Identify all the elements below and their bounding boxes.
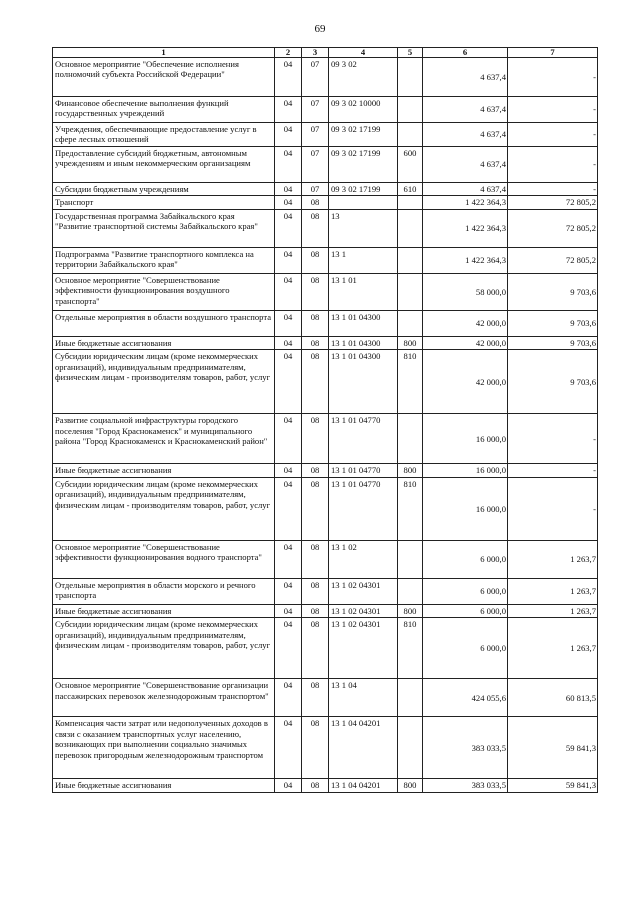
row-expense-type-cell [398, 58, 423, 97]
table-row [53, 717, 598, 779]
row-target-code-cell: 13 1 01 [329, 273, 398, 310]
row-target-code-cell: 13 1 01 04770 [329, 414, 398, 464]
budget-table [52, 47, 598, 793]
row-subsection-cell: 08 [302, 247, 329, 273]
row-amount-cell: 42 000,0 [423, 350, 508, 414]
header-col-6: 6 [423, 48, 508, 58]
row-subsection-cell: 07 [302, 58, 329, 97]
row-amount-cell: 16 000,0 [423, 414, 508, 464]
row-target-code-cell: 13 1 02 04301 [329, 578, 398, 604]
row-target-code-cell: 13 [329, 209, 398, 247]
row-name-cell: Иные бюджетные ассигнования [53, 604, 275, 617]
row-target-code-cell: 09 3 02 17199 [329, 183, 398, 196]
row-name-cell: Основное мероприятие "Совершенствование организации пассажирских перевозок железнодорожным транспортом" [53, 679, 275, 717]
row-expense-type-cell [398, 209, 423, 247]
row-amount-cell: 6 000,0 [423, 618, 508, 679]
row-target-code-cell: 13 1 04 04201 [329, 779, 398, 792]
row-target-code-cell: 13 1 01 04300 [329, 336, 398, 349]
table-row [53, 336, 598, 349]
row-expense-type-cell: 810 [398, 477, 423, 540]
row-subsection-cell: 08 [302, 196, 329, 209]
row-target-code-cell: 09 3 02 [329, 58, 398, 97]
row-amount-2-cell: 9 703,6 [508, 273, 598, 310]
row-expense-type-cell [398, 540, 423, 578]
row-amount-cell: 4 637,4 [423, 123, 508, 147]
row-amount-cell: 4 637,4 [423, 147, 508, 183]
row-amount-2-cell: - [508, 183, 598, 196]
row-subsection-cell: 08 [302, 679, 329, 717]
table-row [53, 350, 598, 414]
row-amount-cell: 58 000,0 [423, 273, 508, 310]
row-subsection-cell: 07 [302, 123, 329, 147]
row-name-cell: Подпрограмма "Развитие транспортного комплекса на территории Забайкальского края" [53, 247, 275, 273]
row-section-cell: 04 [275, 97, 302, 123]
row-section-cell: 04 [275, 196, 302, 209]
table-row [53, 604, 598, 617]
table-row [53, 58, 598, 97]
row-amount-2-cell: 59 841,3 [508, 717, 598, 779]
row-amount-cell: 6 000,0 [423, 540, 508, 578]
row-name-cell: Иные бюджетные ассигнования [53, 464, 275, 477]
row-amount-2-cell: - [508, 477, 598, 540]
row-amount-2-cell: - [508, 414, 598, 464]
row-amount-cell: 1 422 364,3 [423, 247, 508, 273]
row-expense-type-cell [398, 717, 423, 779]
row-section-cell: 04 [275, 578, 302, 604]
table-row [53, 196, 598, 209]
row-expense-type-cell: 800 [398, 464, 423, 477]
row-expense-type-cell: 800 [398, 604, 423, 617]
row-section-cell: 04 [275, 310, 302, 336]
row-section-cell: 04 [275, 540, 302, 578]
row-name-cell: Иные бюджетные ассигнования [53, 779, 275, 792]
row-target-code-cell: 13 1 01 04300 [329, 350, 398, 414]
row-amount-2-cell: 1 263,7 [508, 578, 598, 604]
row-name-cell: Развитие социальной инфраструктуры городского поселения "Город Краснокаменск" и муниципального района "Город Краснокаменск и Краснокаменский район" [53, 414, 275, 464]
row-name-cell: Финансовое обеспечение выполнения функций государственных учреждений [53, 97, 275, 123]
row-amount-2-cell: 1 263,7 [508, 604, 598, 617]
table-row [53, 273, 598, 310]
row-expense-type-cell: 600 [398, 147, 423, 183]
row-amount-2-cell: 1 263,7 [508, 540, 598, 578]
row-section-cell: 04 [275, 123, 302, 147]
row-name-cell: Основное мероприятие "Совершенствование эффективности функционирования водного транспорта" [53, 540, 275, 578]
row-target-code-cell: 09 3 02 17199 [329, 123, 398, 147]
row-section-cell: 04 [275, 779, 302, 792]
row-section-cell: 04 [275, 414, 302, 464]
row-subsection-cell: 08 [302, 540, 329, 578]
table-row [53, 540, 598, 578]
row-amount-2-cell: 59 841,3 [508, 779, 598, 792]
row-expense-type-cell [398, 310, 423, 336]
header-col-3: 3 [302, 48, 329, 58]
row-section-cell: 04 [275, 679, 302, 717]
row-section-cell: 04 [275, 209, 302, 247]
table-row [53, 779, 598, 792]
header-row [53, 48, 598, 58]
row-amount-cell: 4 637,4 [423, 97, 508, 123]
row-expense-type-cell [398, 578, 423, 604]
row-name-cell: Субсидии юридическим лицам (кроме некоммерческих организаций), индивидуальным предпринимателям, физическим лицам - производителям товаров, работ, услуг [53, 350, 275, 414]
row-amount-cell: 6 000,0 [423, 604, 508, 617]
table-row [53, 679, 598, 717]
row-target-code-cell: 13 1 01 04770 [329, 464, 398, 477]
page-number: 69 [314, 23, 326, 35]
header-col-5: 5 [398, 48, 423, 58]
row-amount-cell: 424 055,6 [423, 679, 508, 717]
row-subsection-cell: 08 [302, 209, 329, 247]
row-name-cell: Отдельные мероприятия в области морского и речного транспорта [53, 578, 275, 604]
row-amount-cell: 4 637,4 [423, 58, 508, 97]
row-target-code-cell: 09 3 02 10000 [329, 97, 398, 123]
table-row [53, 183, 598, 196]
table-row [53, 123, 598, 147]
row-amount-cell: 1 422 364,3 [423, 209, 508, 247]
row-expense-type-cell [398, 679, 423, 717]
row-target-code-cell: 13 1 02 04301 [329, 618, 398, 679]
row-subsection-cell: 07 [302, 147, 329, 183]
row-name-cell: Транспорт [53, 196, 275, 209]
row-name-cell: Предоставление субсидий бюджетным, автономным учреждениям и иным некоммерческим организациям [53, 147, 275, 183]
row-amount-2-cell: - [508, 147, 598, 183]
row-amount-2-cell: 9 703,6 [508, 350, 598, 414]
table-row [53, 578, 598, 604]
row-name-cell: Субсидии юридическим лицам (кроме некоммерческих организаций), индивидуальным предпринимателям, физическим лицам - производителям товаров, работ, услуг [53, 477, 275, 540]
row-name-cell: Субсидии юридическим лицам (кроме некоммерческих организаций), индивидуальным предпринимателям, физическим лицам - производителям товаров, работ, услуг [53, 618, 275, 679]
row-amount-cell: 383 033,5 [423, 717, 508, 779]
row-subsection-cell: 08 [302, 618, 329, 679]
row-amount-2-cell: 72 805,2 [508, 247, 598, 273]
row-section-cell: 04 [275, 273, 302, 310]
row-name-cell: Основное мероприятие "Совершенствование эффективности функционирования воздушного транспорта" [53, 273, 275, 310]
row-subsection-cell: 08 [302, 604, 329, 617]
row-section-cell: 04 [275, 350, 302, 414]
row-section-cell: 04 [275, 604, 302, 617]
row-expense-type-cell: 810 [398, 618, 423, 679]
table-row [53, 414, 598, 464]
row-subsection-cell: 08 [302, 779, 329, 792]
table-row [53, 247, 598, 273]
row-name-cell: Государственная программа Забайкальского края "Развитие транспортной системы Забайкальского края" [53, 209, 275, 247]
row-expense-type-cell: 800 [398, 779, 423, 792]
row-target-code-cell: 13 1 02 [329, 540, 398, 578]
row-expense-type-cell [398, 196, 423, 209]
row-amount-2-cell: 9 703,6 [508, 336, 598, 349]
row-subsection-cell: 08 [302, 310, 329, 336]
row-amount-2-cell: 60 813,5 [508, 679, 598, 717]
row-subsection-cell: 07 [302, 183, 329, 196]
row-subsection-cell: 08 [302, 464, 329, 477]
row-subsection-cell: 08 [302, 336, 329, 349]
row-target-code-cell: 13 1 02 04301 [329, 604, 398, 617]
row-name-cell: Субсидии бюджетным учреждениям [53, 183, 275, 196]
row-amount-2-cell: - [508, 58, 598, 97]
row-amount-cell: 42 000,0 [423, 310, 508, 336]
row-amount-2-cell: - [508, 123, 598, 147]
row-section-cell: 04 [275, 58, 302, 97]
row-section-cell: 04 [275, 147, 302, 183]
row-section-cell: 04 [275, 183, 302, 196]
table-body [53, 58, 598, 793]
row-expense-type-cell [398, 123, 423, 147]
row-expense-type-cell [398, 247, 423, 273]
header-col-2: 2 [275, 48, 302, 58]
row-section-cell: 04 [275, 247, 302, 273]
row-name-cell: Отдельные мероприятия в области воздушного транспорта [53, 310, 275, 336]
table-row [53, 310, 598, 336]
row-subsection-cell: 08 [302, 350, 329, 414]
row-section-cell: 04 [275, 618, 302, 679]
row-expense-type-cell: 810 [398, 350, 423, 414]
row-expense-type-cell: 610 [398, 183, 423, 196]
table-row [53, 618, 598, 679]
row-target-code-cell: 13 1 04 04201 [329, 717, 398, 779]
row-target-code-cell [329, 196, 398, 209]
table-row [53, 97, 598, 123]
row-subsection-cell: 08 [302, 477, 329, 540]
row-subsection-cell: 08 [302, 414, 329, 464]
row-amount-2-cell: 72 805,2 [508, 209, 598, 247]
table-row [53, 477, 598, 540]
row-amount-2-cell: - [508, 97, 598, 123]
row-amount-2-cell: 72 805,2 [508, 196, 598, 209]
row-name-cell: Компенсация части затрат или недополученных доходов в связи с оказанием транспортных услуг населению, возникающих при выполнении социально значимых перевозок пригородным железнодорожным транспортом [53, 717, 275, 779]
row-amount-cell: 383 033,5 [423, 779, 508, 792]
row-amount-cell: 1 422 364,3 [423, 196, 508, 209]
row-amount-cell: 16 000,0 [423, 477, 508, 540]
table-row [53, 147, 598, 183]
row-expense-type-cell [398, 414, 423, 464]
row-amount-cell: 42 000,0 [423, 336, 508, 349]
table-row [53, 464, 598, 477]
row-amount-2-cell: - [508, 464, 598, 477]
header-col-1: 1 [53, 48, 275, 58]
row-section-cell: 04 [275, 336, 302, 349]
row-expense-type-cell [398, 97, 423, 123]
row-subsection-cell: 08 [302, 578, 329, 604]
row-subsection-cell: 08 [302, 717, 329, 779]
row-expense-type-cell: 800 [398, 336, 423, 349]
row-target-code-cell: 13 1 01 04300 [329, 310, 398, 336]
row-section-cell: 04 [275, 717, 302, 779]
row-amount-cell: 6 000,0 [423, 578, 508, 604]
row-name-cell: Учреждения, обеспечивающие предоставление услуг в сфере лесных отношений [53, 123, 275, 147]
row-subsection-cell: 08 [302, 273, 329, 310]
row-name-cell: Иные бюджетные ассигнования [53, 336, 275, 349]
row-name-cell: Основное мероприятие "Обеспечение исполнения полномочий субъекта Российской Федерации" [53, 58, 275, 97]
row-target-code-cell: 13 1 04 [329, 679, 398, 717]
table-row [53, 209, 598, 247]
row-amount-2-cell: 9 703,6 [508, 310, 598, 336]
row-expense-type-cell [398, 273, 423, 310]
row-section-cell: 04 [275, 464, 302, 477]
row-subsection-cell: 07 [302, 97, 329, 123]
row-target-code-cell: 09 3 02 17199 [329, 147, 398, 183]
row-target-code-cell: 13 1 [329, 247, 398, 273]
row-amount-cell: 16 000,0 [423, 464, 508, 477]
row-section-cell: 04 [275, 477, 302, 540]
row-amount-2-cell: 1 263,7 [508, 618, 598, 679]
header-col-4: 4 [329, 48, 398, 58]
row-amount-cell: 4 637,4 [423, 183, 508, 196]
header-col-7: 7 [508, 48, 598, 58]
row-target-code-cell: 13 1 01 04770 [329, 477, 398, 540]
